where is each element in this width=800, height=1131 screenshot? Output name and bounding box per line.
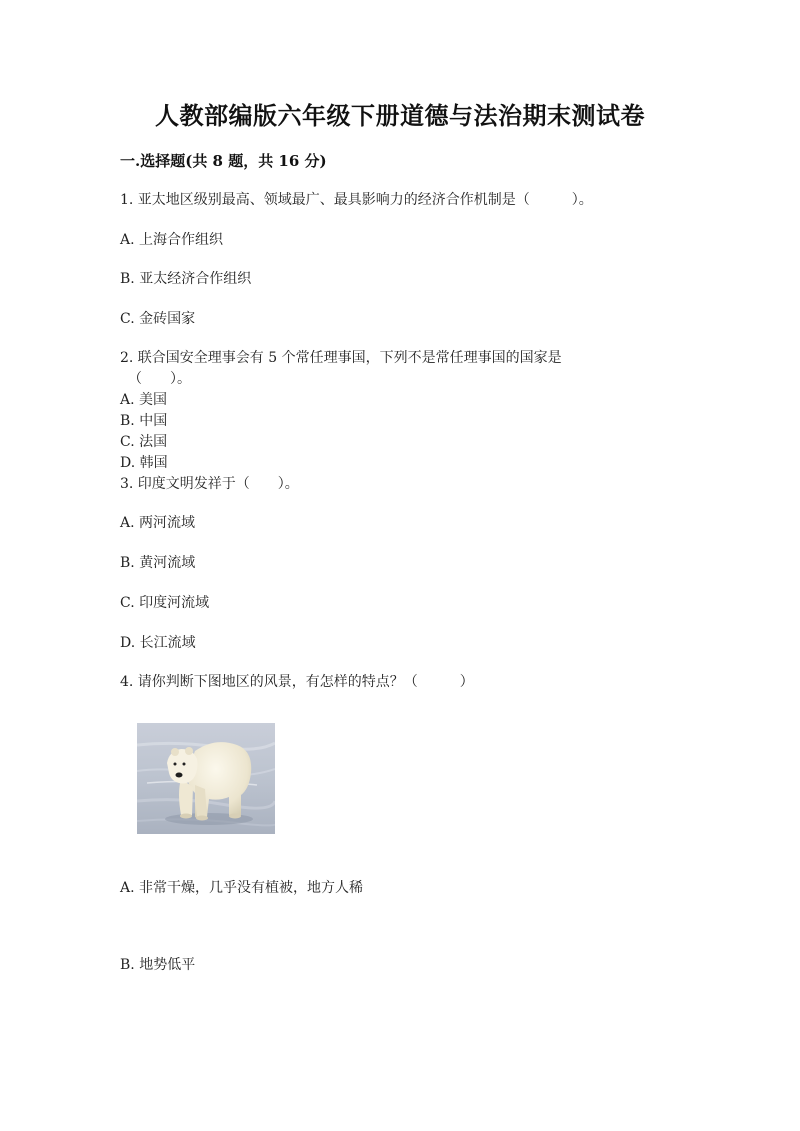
question-4-option-a: A. 非常干燥，几乎没有植被，地方人稀	[120, 880, 364, 896]
page-title: 人教部编版六年级下册道德与法治期末测试卷	[155, 101, 645, 130]
question-1-option-c: C. 金砖国家	[120, 311, 196, 327]
question-2-option-c: C. 法国	[120, 434, 168, 450]
question-2-option-a: A. 美国	[120, 392, 168, 408]
question-4-option-b: B. 地势低平	[120, 957, 196, 973]
question-2-stem: 2. 联合国安全理事会有 5 个常任理事国，下列不是常任理事国的国家是	[120, 350, 562, 366]
question-3-option-c: C. 印度河流域	[120, 595, 210, 611]
question-3-option-a: A. 两河流域	[120, 515, 196, 531]
question-2-option-b: B. 中国	[120, 413, 168, 429]
question-4-stem: 4. 请你判断下图地区的风景，有怎样的特点？（ ）	[120, 674, 474, 690]
section-heading: 一.选择题(共 8 题，共 16 分)	[120, 152, 327, 170]
question-3-option-b: B. 黄河流域	[120, 555, 196, 571]
question-1-option-a: A. 上海合作组织	[120, 232, 224, 248]
question-2-stem-continued: （ ）。	[128, 371, 191, 387]
question-3-option-d: D. 长江流域	[120, 635, 196, 651]
question-1-option-b: B. 亚太经济合作组织	[120, 271, 252, 287]
question-1-stem: 1. 亚太地区级别最高、领域最广、最具影响力的经济合作机制是（ ）。	[120, 192, 593, 208]
question-2-option-d: D. 韩国	[120, 455, 168, 471]
question-3-stem: 3. 印度文明发祥于（ ）。	[120, 476, 299, 492]
polar-bear-photo	[137, 723, 275, 834]
